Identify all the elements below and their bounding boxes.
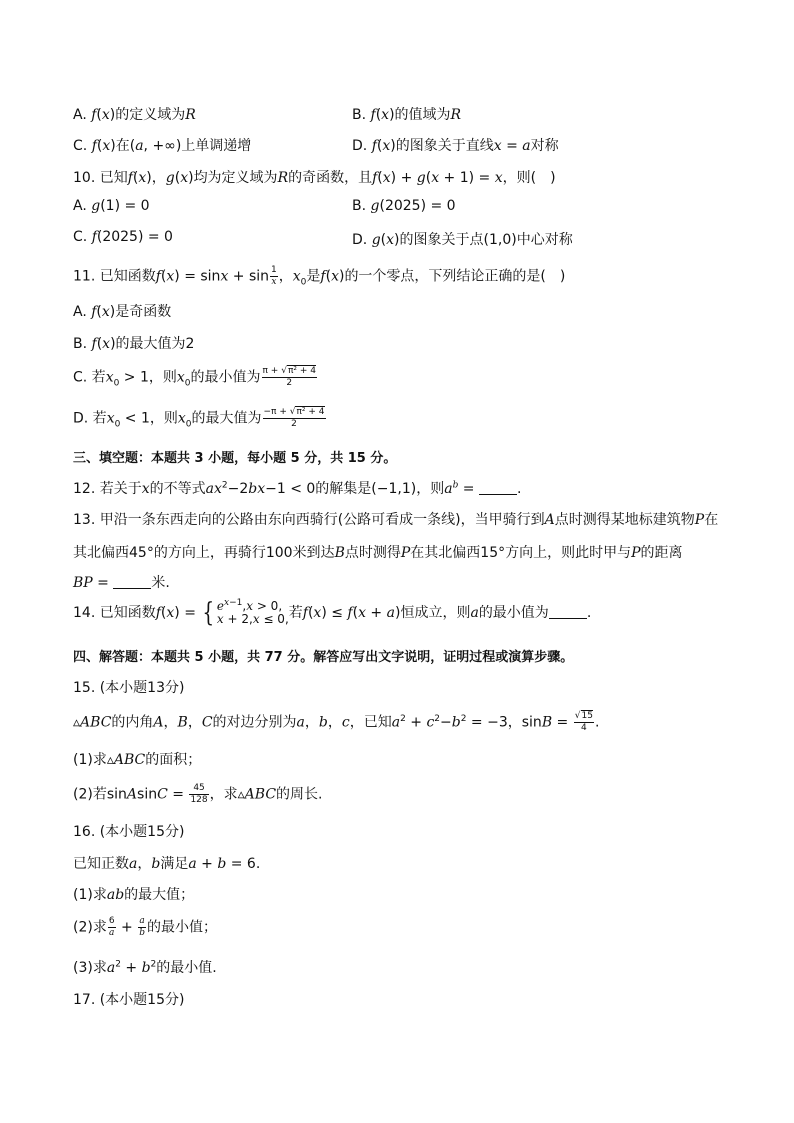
- option-label: A.: [73, 198, 92, 214]
- option-text: 中心对称: [516, 232, 573, 248]
- q13-line-3: BP = 米.: [73, 575, 170, 591]
- q12: 12. 若关于x的不等式$ax^2-2bx-1 < 0$的解集是(−1,1)，则$a^b$ = .: [73, 480, 522, 497]
- answer-blank[interactable]: [549, 606, 587, 619]
- q11-text: ，: [278, 268, 293, 285]
- q13-text: 其北偏西: [73, 545, 129, 561]
- q15-text: 的面积；: [145, 752, 202, 768]
- option-label: C.: [73, 138, 92, 154]
- q16-text: (1)求: [73, 887, 107, 903]
- option-label: C. 若: [73, 369, 106, 386]
- q16-text: 的最大值；: [124, 887, 195, 903]
- q9-option-c: C. f(x)在(a, +∞)上单调递增: [73, 138, 252, 154]
- q10-text: ，则( ): [502, 170, 556, 186]
- q10-text: 10. 已知: [73, 170, 128, 186]
- option-text: 是奇函数: [115, 304, 172, 320]
- q13-text: 的方向上，再骑行: [153, 545, 266, 561]
- option-label: A.: [73, 107, 92, 123]
- q13-text: 方向上，则此时甲与: [505, 545, 632, 561]
- q15-part-1: (1)求▵ABC的面积；: [73, 752, 202, 768]
- q10-text: 的奇函数，且: [288, 170, 373, 186]
- q13-text: 在: [704, 512, 719, 528]
- option-text: 的最大值为: [191, 410, 262, 427]
- option-label: B.: [73, 336, 92, 352]
- q16-text: 的最小值；: [146, 919, 217, 936]
- q16-text: 的最小值.: [156, 960, 217, 976]
- q15-text: 的内角: [111, 714, 154, 731]
- q15-stem: ▵ABC的内角A，B，C的对边分别为a，b，c，已知$a^2 + c^2-b^2 = -3$，sinB = $\frac{√15}{4}$ .: [73, 711, 600, 733]
- q14-text: 的最小值为: [478, 605, 549, 621]
- option-text: 在: [115, 138, 130, 154]
- q9-option-d: D. f(x)的图象关于直线x = a对称: [352, 138, 559, 154]
- q16-part-1: (1)求ab的最大值；: [73, 887, 195, 903]
- q16-stem: 已知正数a，b满足a + b = 6.: [73, 856, 261, 872]
- q15-text: (2)若: [73, 786, 107, 803]
- q14-text: 14. 已知函数: [73, 605, 156, 621]
- option-label: D.: [352, 138, 372, 154]
- q16-text: 满足: [160, 856, 189, 872]
- option-text: 对称: [530, 138, 559, 154]
- q16-text: 已知正数: [73, 856, 129, 872]
- q9-option-a: A. f(x)的定义域为R: [73, 107, 196, 123]
- q13-text: 点时测得: [344, 545, 401, 561]
- option-text: 的最大值为: [115, 336, 186, 352]
- q13-text: 13. 甲沿一条东西走向的公路由东向西骑行(公路可看成一条线)，当甲骑行到: [73, 512, 545, 528]
- section-4-heading: 四、解答题：本题共 5 小题，共 77 分。解答应写出文字说明，证明过程或演算步骤。: [73, 650, 574, 665]
- option-text: 的定义域为: [115, 107, 186, 123]
- q15-text: 的对边分别为: [212, 714, 297, 731]
- answer-blank[interactable]: [113, 576, 151, 589]
- q10-text: ，: [151, 170, 166, 186]
- option-text: ，则: [148, 369, 177, 386]
- q10-text: 均为定义域为: [193, 170, 278, 186]
- q14-text: .: [586, 605, 592, 621]
- option-text: 上单调递增: [181, 138, 252, 154]
- q9-option-b: B. f(x)的值域为R: [352, 107, 462, 123]
- q16-text: .: [255, 856, 261, 872]
- q13-line-1: 13. 甲沿一条东西走向的公路由东向西骑行(公路可看成一条线)，当甲骑行到A点时测得某地标建筑物P在: [73, 512, 719, 528]
- q10-option-b: B. g(2025) = 0: [352, 198, 456, 214]
- q16-heading: 16. (本小题15分): [73, 824, 185, 840]
- q11-stem: 11. 已知函数f(x) = sinx + sin $\frac{1}{x}$ ，$x_0$是f(x)的一个零点，下列结论正确的是( ): [73, 265, 566, 288]
- option-text: ，则: [149, 410, 178, 427]
- section-3-heading: 三、填空题：本题共 3 小题，每小题 5 分，共 15 分。: [73, 451, 397, 466]
- q15-part-2: (2)若sinAsinC = $\frac{45}{128}$ ，求▵ABC的周长.: [73, 783, 323, 805]
- q11-option-a: A. f(x)是奇函数: [73, 304, 172, 320]
- q11-text: 是: [306, 268, 321, 285]
- q14: 14. 已知函数f(x) = { $e^{x-1},x > 0$, x + 2,x ≤ 0, 若f(x) ≤ f(x + a)恒成立，则a的最小值为 .: [73, 598, 592, 628]
- q13-text: 米到达: [292, 545, 335, 561]
- q13-line-2: 其北偏西45°的方向上，再骑行100米到达B点时测得P在其北偏西15°方向上，则此时甲与P的距离: [73, 545, 683, 561]
- q15-text: ，: [507, 714, 522, 731]
- option-label: B.: [352, 107, 371, 123]
- q10-option-d: D. g(x)的图象关于点(1,0)中心对称: [352, 232, 573, 248]
- q13-text: 的距离: [640, 545, 683, 561]
- q13-text: 在其北偏西: [410, 545, 481, 561]
- q12-text: 的解集是: [315, 481, 372, 497]
- q16-part-3: (3)求$a^2 + b^2$的最小值.: [73, 959, 217, 976]
- q16-part-2: (2)求 $\frac{6}{a}$ + $\frac{a}{b}$ 的最小值；: [73, 916, 217, 938]
- q10-stem: 10. 已知f(x)，g(x)均为定义域为R的奇函数，且f(x) + g(x + 1) = x，则( ): [73, 170, 556, 186]
- q15-text: ，已知: [349, 714, 392, 731]
- q11-option-d: D. 若$x_0 < 1$，则$x_0$的最大值为 $\frac{\text{−π + √π² + 4}}{2}$: [73, 407, 325, 430]
- option-text: 的值域为: [394, 107, 451, 123]
- option-text: 的图象关于点: [399, 232, 484, 248]
- option-label: D.: [352, 232, 372, 248]
- option-label: C.: [73, 229, 92, 245]
- q10-option-c: C. f(2025) = 0: [73, 229, 173, 245]
- q17-heading: 17. (本小题15分): [73, 992, 185, 1008]
- q11-text: 11. 已知函数: [73, 268, 156, 285]
- option-text: 的图象关于直线: [395, 138, 494, 154]
- q11-text: 的一个零点，下列结论正确的是( ): [344, 268, 566, 285]
- answer-blank[interactable]: [479, 482, 517, 495]
- q15-text: ，求: [209, 786, 238, 803]
- q11-option-c: C. 若$x_0 > 1$，则$x_0$的最小值为 $\frac{\text{π + √π² + 4}}{2}$: [73, 366, 316, 389]
- q11-option-b: B. f(x)的最大值为2: [73, 336, 195, 352]
- q13-text: 米.: [151, 575, 170, 591]
- option-label: A.: [73, 304, 92, 320]
- q12-text: ，则: [416, 481, 445, 497]
- q14-text: 若: [288, 605, 303, 621]
- q10-option-a: A. g(1) = 0: [73, 198, 150, 214]
- q16-text: (2)求: [73, 919, 107, 936]
- q12-text: 的不等式: [149, 481, 206, 497]
- q13-text: 点时测得某地标建筑物: [554, 512, 695, 528]
- q14-text: 恒成立，则: [400, 605, 471, 621]
- q15-text: .: [594, 714, 600, 731]
- q15-text: (1)求: [73, 752, 107, 768]
- q15-heading: 15. (本小题13分): [73, 680, 185, 696]
- option-label: D. 若: [73, 410, 107, 427]
- q12-text: .: [516, 481, 522, 497]
- q15-text: 的周长.: [276, 786, 323, 803]
- option-label: B.: [352, 198, 371, 214]
- option-text: 的最小值为: [190, 369, 261, 386]
- q16-text: (3)求: [73, 960, 107, 976]
- q12-text: 12. 若关于: [73, 481, 142, 497]
